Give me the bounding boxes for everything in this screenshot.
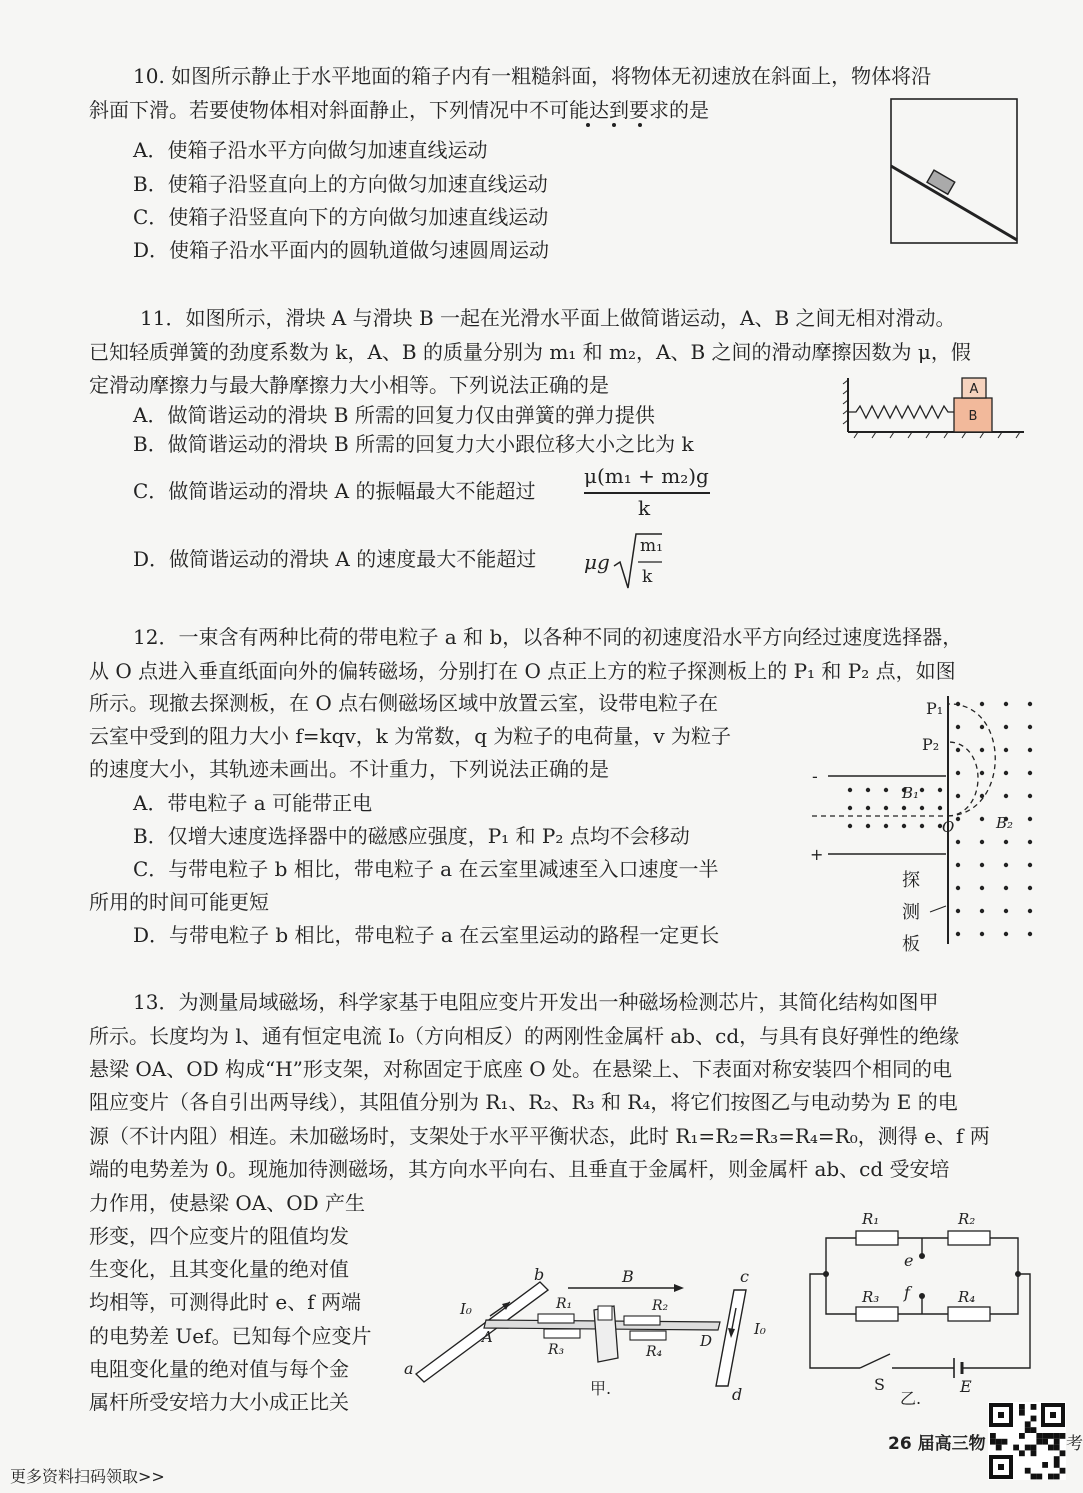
q12-stem-line-5: 的速度大小，其轨迹未画出。不计重力，下列说法正确的是 [89, 757, 609, 781]
field-dot [938, 788, 942, 792]
q10-option-b: B．使箱子沿竖直向上的方向做匀加速直线运动 [133, 172, 548, 196]
q13-stem-line-12: 电阻变化量的绝对值与每个金 [89, 1357, 349, 1381]
q13-stem-line-4: 阻应变片（各自引出两导线），其阻值分别为 R₁、R₂、R₃ 和 R₄，将它们按图乙与电动势为 E 的电 [89, 1090, 958, 1114]
q13-stem-line-1: 13．为测量局域磁场，科学家基于电阻应变片开发出一种磁场检测芯片，其简化结构如图甲 [133, 990, 939, 1014]
circuit-label-e: e [904, 1251, 914, 1270]
q13-stem-line-8: 形变，四个应变片的阻值均发 [89, 1224, 349, 1248]
qr-cell [1031, 1445, 1037, 1451]
field-dot [980, 863, 984, 867]
circuit-label-emf: E [960, 1377, 972, 1396]
q11-option-d: D．做简谐运动的滑块 A 的速度最大不能超过 [133, 547, 537, 571]
field-dot [980, 932, 984, 936]
label-i0-left: I₀ [460, 1300, 472, 1318]
label-minus: - [812, 767, 818, 786]
label-p1: P₁ [926, 699, 944, 718]
field-dot [884, 824, 888, 828]
circuit-label-f: f [904, 1283, 910, 1302]
strain-gauge-r1 [538, 1314, 574, 1323]
field-dot [980, 748, 984, 752]
resistor-r4 [948, 1307, 990, 1321]
label-b1: B₁ [902, 784, 920, 802]
q10-option-c: C．使箱子沿竖直向下的方向做匀加速直线运动 [133, 205, 549, 229]
emphasis-dots [580, 120, 650, 130]
qr-cell [1054, 1439, 1060, 1445]
strain-gauge-r3 [544, 1329, 580, 1338]
qr-cell [1019, 1410, 1025, 1416]
field-dot [1028, 748, 1032, 752]
field-dot [980, 794, 984, 798]
q11-option-d-prefix: μg [584, 550, 610, 574]
qr-cell [1048, 1445, 1054, 1451]
q11-stem-line-3: 定滑动摩擦力与最大静摩擦力大小相等。下列说法正确的是 [89, 373, 609, 397]
circuit-label-s: S [874, 1375, 885, 1394]
circuit-label-r3: R₃ [862, 1288, 880, 1306]
figure-yi-caption: 乙. [900, 1389, 922, 1408]
qr-cell [1060, 1468, 1066, 1474]
field-dot [956, 863, 960, 867]
qr-cell [1031, 1404, 1037, 1410]
qr-cell [1013, 1445, 1019, 1451]
q10-stem-line-2: 斜面下滑。若要使物体相对斜面静止，下列情况中不可能达到要求的是 [89, 98, 709, 122]
label-D: D [700, 1332, 713, 1350]
field-dot [1028, 771, 1032, 775]
qr-cell [1054, 1445, 1060, 1451]
field-dot [866, 788, 870, 792]
field-dot [866, 824, 870, 828]
field-dot [866, 806, 870, 810]
field-dot [980, 886, 984, 890]
q12-stem-line-4: 云室中受到的阻力大小 f=kqv，k 为常数，q 为粒子的电荷量，v 为粒子 [89, 724, 732, 748]
spring [848, 406, 954, 418]
label-c: c [740, 1267, 749, 1286]
qr-cell [1031, 1427, 1037, 1433]
field-dot [1004, 771, 1008, 775]
box-outline [891, 99, 1017, 243]
q12-option-a: A．带电粒子 a 可能带正电 [133, 791, 373, 815]
field-dot [902, 806, 906, 810]
qr-cell [996, 1445, 1002, 1451]
field-dot [1004, 702, 1008, 706]
field-dot [1004, 909, 1008, 913]
label-r2: R₂ [652, 1298, 669, 1314]
field-dot [980, 909, 984, 913]
qr-cell [1060, 1450, 1066, 1456]
q11-option-b: B．做简谐运动的滑块 B 所需的回复力大小跟位移大小之比为 k [133, 432, 694, 456]
scan-prompt-text: 更多资料扫码领取>> [10, 1467, 165, 1486]
qr-cell [1036, 1433, 1042, 1439]
field-dot [884, 806, 888, 810]
field-dot [1004, 863, 1008, 867]
field-dot [956, 771, 960, 775]
board-pointer [930, 906, 946, 912]
label-plus: + [810, 845, 824, 864]
field-dot [956, 840, 960, 844]
label-b: b [534, 1265, 545, 1284]
field-dot [956, 725, 960, 729]
label-b2: B₂ [996, 814, 1014, 832]
q11-option-d-denominator: k [642, 567, 653, 587]
block-b-label: B [968, 409, 978, 424]
figure-jia-caption: 甲. [590, 1379, 612, 1398]
q11-option-d-numerator: m₁ [640, 536, 663, 556]
block-a-label: A [969, 382, 979, 397]
strain-gauge-r2 [624, 1316, 660, 1325]
qr-cell [1054, 1456, 1060, 1462]
label-B: B [622, 1267, 634, 1286]
q11-option-a: A．做简谐运动的滑块 B 所需的回复力仅由弹簧的弹力提供 [133, 403, 655, 427]
label-a: a [404, 1359, 414, 1378]
circuit-label-r1: R₁ [862, 1210, 880, 1228]
field-dot [1028, 817, 1032, 821]
qr-cell [1025, 1468, 1031, 1474]
field-dot [980, 817, 984, 821]
terminal-f [919, 1293, 925, 1299]
qr-cell [1025, 1445, 1031, 1451]
qr-cell [1031, 1450, 1037, 1456]
field-dot [956, 932, 960, 936]
qr-cell [1042, 1433, 1048, 1439]
switch-s [860, 1354, 890, 1368]
qr-cell [1031, 1416, 1037, 1422]
field-dot [848, 788, 852, 792]
q13-stem-line-13: 属杆所受安培力大小成正比关 [89, 1390, 349, 1414]
q13-stem-line-2: 所示。长度均为 l、通有恒定电流 I₀（方向相反）的两刚性金属杆 ab、cd，与具有良好弹性的绝缘 [89, 1024, 960, 1048]
trajectory-p1 [948, 704, 995, 816]
trajectory-p2 [948, 742, 978, 816]
label-r1: R₁ [556, 1296, 573, 1312]
field-dot [920, 824, 924, 828]
field-dot [1004, 725, 1008, 729]
qr-cell [990, 1433, 996, 1439]
page-footer-label: 26 届高三物 [888, 1434, 986, 1454]
q11-option-c: C．做简谐运动的滑块 A 的振幅最大不能超过 [133, 479, 536, 503]
field-dot [956, 817, 960, 821]
figure-yi-circuit [804, 1204, 1038, 1408]
qr-cell [1048, 1433, 1054, 1439]
q12-stem-line-2: 从 O 点进入垂直纸面向外的偏转磁场，分别打在 O 点正上方的粒子探测板上的 P₁ 和 P₂ 点，如图 [89, 659, 956, 683]
qr-cell [1048, 1474, 1054, 1480]
field-dot [980, 840, 984, 844]
qr-cell [1019, 1450, 1025, 1456]
qr-cell [996, 1439, 1002, 1445]
incline-surface [891, 166, 1017, 240]
label-p2: P₂ [922, 735, 940, 754]
resistor-r3 [856, 1307, 898, 1321]
qr-cell [1054, 1462, 1060, 1468]
field-dot [884, 788, 888, 792]
q13-stem-line-11: 的电势差 Uef。已知每个应变片 [89, 1324, 372, 1348]
field-dot [1028, 794, 1032, 798]
label-board-1: 探 [902, 870, 920, 891]
q12-magnetic-field-figure [806, 690, 1042, 958]
qr-cell [1060, 1433, 1066, 1439]
qr-cell [990, 1439, 996, 1445]
field-dot [938, 806, 942, 810]
qr-cell [1036, 1439, 1042, 1445]
q10-option-a: A．使箱子沿水平方向做匀加速直线运动 [133, 138, 488, 162]
q13-stem-line-9: 生变化，且其变化量的绝对值 [89, 1257, 349, 1281]
field-dot [1028, 702, 1032, 706]
q11-stem-line-1: 11．如图所示，滑块 A 与滑块 B 一起在光滑水平面上做简谐运动，A、B 之间无相对滑动。 [140, 306, 956, 330]
qr-cell [1002, 1439, 1008, 1445]
field-dot [1004, 886, 1008, 890]
field-dot [980, 725, 984, 729]
circuit-label-r4: R₄ [958, 1288, 976, 1306]
qr-cell [1036, 1474, 1042, 1480]
label-r4: R₄ [646, 1344, 663, 1360]
base-top [598, 1306, 612, 1320]
q11-stem-line-2: 已知轻质弹簧的劲度系数为 k，A、B 的质量分别为 m₁ 和 m₂，A、B 之间的滑动摩擦因数为 μ，假 [89, 340, 971, 364]
q12-option-b: B．仅增大速度选择器中的磁感应强度，P₁ 和 P₂ 点均不会移动 [133, 824, 690, 848]
q12-stem-line-3: 所示。现撤去探测板，在 O 点右侧磁场区域中放置云室，设带电粒子在 [89, 691, 719, 715]
field-dot [1004, 794, 1008, 798]
label-o: O [942, 818, 955, 836]
q12-option-d: D．与带电粒子 b 相比，带电粒子 a 在云室里运动的路程一定更长 [133, 923, 720, 947]
field-dot [956, 886, 960, 890]
field-dot [1028, 909, 1032, 913]
resistor-r1 [856, 1231, 898, 1245]
field-dot [1028, 932, 1032, 936]
q11-option-c-denominator: k [638, 496, 651, 520]
page-footer-cut-char: 考 [1066, 1434, 1083, 1454]
field-dot [1004, 840, 1008, 844]
field-dot [848, 824, 852, 828]
q11-option-c-numerator: μ(m₁ + m₂)g [584, 464, 709, 488]
q12-option-c-line-1: C．与带电粒子 b 相比，带电粒子 a 在云室里减速至入口速度一半 [133, 857, 719, 881]
q10-option-d: D．使箱子沿水平面内的圆轨道做匀速圆周运动 [133, 238, 550, 262]
label-A: A [482, 1328, 493, 1346]
field-dot [980, 771, 984, 775]
qr-cell [1019, 1433, 1025, 1439]
field-dot [980, 702, 984, 706]
field-dot [1004, 748, 1008, 752]
field-dot [956, 794, 960, 798]
field-dot [848, 806, 852, 810]
q13-stem-line-10: 均相等，可测得此时 e、f 两端 [89, 1290, 361, 1314]
q12-option-c-line-2: 所用的时间可能更短 [89, 890, 269, 914]
qr-cell [1025, 1427, 1031, 1433]
field-dot [920, 788, 924, 792]
field-dot [956, 909, 960, 913]
q13-stem-line-6: 端的电势差为 0。现施加待测磁场，其方向水平向右、且垂直于金属杆，则金属杆 ab、cd 受安培 [89, 1157, 950, 1181]
field-dot [1028, 725, 1032, 729]
qr-cell [1054, 1474, 1060, 1480]
q13-stem-line-7: 力作用，使悬梁 OA、OD 产生 [89, 1191, 365, 1215]
qr-code-icon[interactable] [988, 1402, 1066, 1480]
qr-cell [1025, 1421, 1031, 1427]
strain-gauge-r4 [630, 1331, 666, 1340]
field-dot [920, 806, 924, 810]
label-r3: R₃ [548, 1342, 565, 1358]
qr-cell [1042, 1439, 1048, 1445]
field-dot [902, 824, 906, 828]
label-board-3: 板 [902, 934, 920, 955]
q10-box-incline-figure [888, 96, 1020, 246]
field-dot [1028, 886, 1032, 890]
label-i0-right: I₀ [754, 1320, 766, 1338]
qr-cell [1042, 1462, 1048, 1468]
qr-cell [1054, 1433, 1060, 1439]
label-board-2: 测 [902, 902, 920, 923]
q13-stem-line-5: 源（不计内阻）相连。未加磁场时，支架处于水平平衡状态，此时 R₁=R₂=R₃=R₄=R₀，测得 e、f 两 [89, 1124, 990, 1148]
field-dot [956, 748, 960, 752]
label-d: d [732, 1385, 743, 1404]
q11-spring-block-figure [842, 372, 1026, 440]
wire-to-switch [810, 1274, 860, 1368]
q13-stem-line-3: 悬梁 OA、OD 构成“H”形支架，对称固定于底座 O 处。在悬梁上、下表面对称安装四个相同的电 [89, 1057, 952, 1081]
resistor-r2 [948, 1231, 990, 1245]
qr-cell [1031, 1474, 1037, 1480]
qr-cell [1019, 1404, 1025, 1410]
circuit-label-r2: R₂ [958, 1210, 976, 1228]
q12-stem-line-1: 12．一束含有两种比荷的带电粒子 a 和 b，以各种不同的初速度沿水平方向经过速度选择器， [133, 625, 963, 649]
field-dot [1028, 863, 1032, 867]
terminal-e [919, 1253, 925, 1259]
figure-jia-h-frame [398, 1262, 790, 1412]
q10-stem-line-1: 10. 如图所示静止于水平地面的箱子内有一粗糙斜面，将物体无初速放在斜面上，物体将沿 [133, 64, 932, 88]
field-dot [1028, 840, 1032, 844]
field-dot [1004, 932, 1008, 936]
